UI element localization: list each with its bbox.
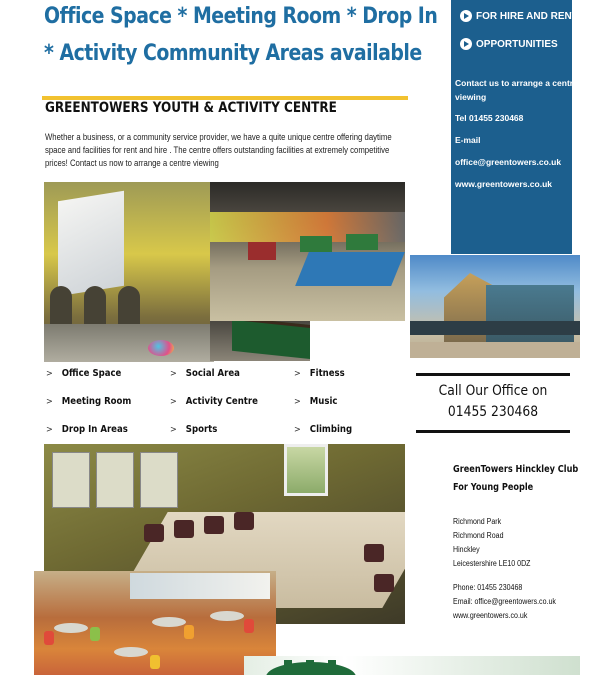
feature-label: Activity Centre [185,396,258,407]
feature-item [294,424,352,435]
chevron-right-icon: > [46,397,53,407]
photo-office-interior [44,182,214,362]
photo-detail [44,631,54,645]
call-box-line-1: Call Our Office on [438,383,548,399]
feature-label: Music [309,396,338,407]
feature-item [46,424,128,435]
chevron-right-icon: > [170,425,177,435]
sidebar-item-label: OPPORTUNITIES [476,38,558,50]
photo-detail [44,324,214,362]
call-box-phone: 01455 230468 [447,404,539,420]
intro-line-1: Whether a business, or a community service provider, we have a quite unique centre offering daytime [45,132,392,142]
sidebar-item-hire-rent[interactable] [460,10,578,22]
photo-detail [284,660,292,670]
feature-label: Fitness [309,368,345,379]
photo-social-area [210,182,405,321]
headline-line-2: * Activity Community Areas available [44,41,422,66]
photo-detail [346,234,378,250]
address-email-link[interactable]: Email: office@greentowers.co.uk [453,597,556,606]
feature-item [170,368,240,379]
call-box-bottom-rule [416,430,570,433]
address-phone: Phone: 01455 230468 [453,583,523,592]
chevron-right-icon: > [46,425,53,435]
photo-detail [232,321,310,359]
sidebar-tel: Tel 01455 230468 [455,113,524,123]
sidebar-email-label: E-mail [455,135,481,145]
headline-line-1: Office Space * Meeting Room * Drop In [44,4,438,29]
photo-detail [52,452,90,508]
address-website-link[interactable]: www.greentowers.co.uk [453,611,528,620]
photo-detail [306,660,314,670]
feature-label: Drop In Areas [61,424,128,435]
photo-detail [96,452,134,508]
play-bullet-icon [460,38,472,50]
feature-item [46,396,131,407]
intro-line-2: space and facilities for rent and hire . The centre offers outstanding facilities at extremely competitive [45,145,390,155]
photo-detail [140,452,178,508]
chevron-right-icon: > [170,397,177,407]
headline [44,0,438,72]
feature-item [170,396,258,407]
chevron-right-icon: > [294,369,301,379]
sidebar-item-opportunities[interactable] [460,38,558,50]
feature-label: Office Space [61,368,122,379]
photo-detail [410,342,580,358]
projector-screen [58,191,124,296]
sidebar-contact-line-2: viewing [455,92,487,102]
feature-item [294,368,345,379]
photo-drop-in-cafe [34,571,276,675]
photo-detail [118,286,140,326]
club-name-line-1: GreenTowers Hinckley Club [453,464,579,475]
address-line: Richmond Park [453,517,502,526]
chevron-right-icon: > [294,425,301,435]
address-line: Hinckley [453,545,480,554]
photo-detail [374,574,394,592]
feature-item [46,368,121,379]
photo-detail [90,627,100,641]
feature-item [170,424,217,435]
chevron-right-icon: > [294,397,301,407]
feature-label: Sports [185,424,218,435]
photo-detail [234,512,254,530]
photo-detail [284,444,328,496]
intro-paragraph [45,131,406,170]
table-tennis-table [295,252,405,286]
photo-detail [184,625,194,639]
play-bullet-icon [460,10,472,22]
feature-label: Social Area [185,368,240,379]
photo-detail [248,242,276,260]
address-line: Richmond Road [453,531,504,540]
photo-detail [328,660,336,670]
photo-detail [50,286,72,326]
photo-detail [84,286,106,326]
photo-detail [244,619,254,633]
feature-label: Meeting Room [61,396,132,407]
sidebar-item-label: FOR HIRE AND RENT [476,10,578,22]
chevron-right-icon: > [170,369,177,379]
photo-detail [410,321,580,335]
intro-line-3: prices! Contact us now to arrange a centre viewing [45,158,219,168]
photo-detail [300,236,332,252]
chevron-right-icon: > [46,369,53,379]
photo-crest-banner [244,656,580,675]
photo-detail [54,623,88,633]
photo-detail [174,520,194,538]
photo-detail [130,573,270,599]
sidebar-website-link[interactable]: www.greentowers.co.uk [455,179,552,189]
photo-snooker-table [210,321,310,361]
sidebar-contact-line-1: Contact us to arrange a centre [455,78,578,88]
photo-detail [364,544,384,562]
feature-item [294,396,337,407]
club-name-line-2: For Young People [453,482,534,493]
feature-label: Climbing [309,424,353,435]
photo-detail [150,655,160,669]
photo-detail [152,617,186,627]
call-box-top-rule [416,373,570,376]
photo-detail [114,647,148,657]
photo-detail [204,516,224,534]
address-line: Leicestershire LE10 0DZ [453,559,531,568]
photo-detail [144,524,164,542]
photo-building-exterior [410,255,580,358]
contact-sidebar [451,0,578,254]
sidebar-email-link[interactable]: office@greentowers.co.uk [455,157,562,167]
photo-detail [148,340,174,356]
photo-detail [210,611,244,621]
centre-title: GREENTOWERS YOUTH & ACTIVITY CENTRE [45,100,337,116]
